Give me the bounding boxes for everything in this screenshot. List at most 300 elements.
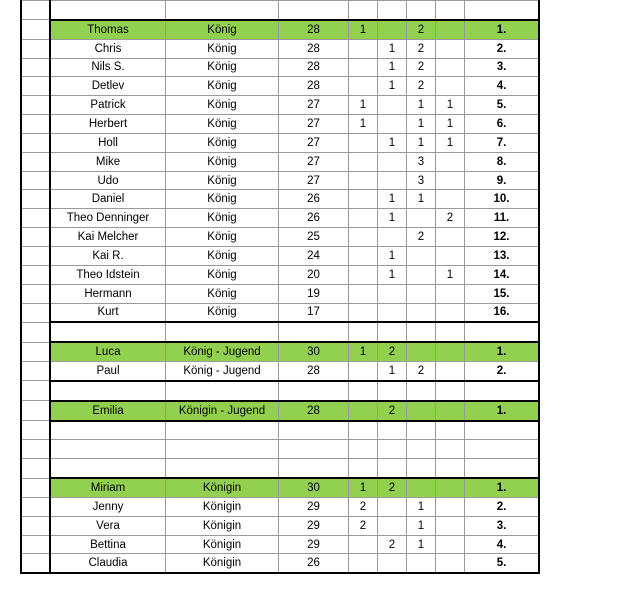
count-d-cell [436, 322, 465, 342]
name-cell: Herbert [50, 115, 166, 134]
row-spacer-cell [21, 228, 50, 247]
count-b-cell [378, 322, 407, 342]
class-cell: König [166, 20, 279, 39]
row-spacer-cell [21, 554, 50, 573]
name-cell: Emilia [50, 401, 166, 421]
row-spacer-cell [21, 497, 50, 516]
points-cell: 28 [279, 58, 349, 77]
count-d-cell: 1 [436, 265, 465, 284]
count-b-cell: 1 [378, 133, 407, 152]
table-row [21, 284, 539, 303]
table-row [21, 171, 539, 190]
rank-cell: 10. [465, 190, 540, 209]
count-b-cell: 1 [378, 39, 407, 58]
name-cell: Jenny [50, 497, 166, 516]
points-cell: 19 [279, 284, 349, 303]
name-cell: Holl [50, 133, 166, 152]
count-b-cell [378, 171, 407, 190]
count-a-cell [349, 401, 378, 421]
table-row [21, 265, 539, 284]
class-cell: König [166, 39, 279, 58]
points-cell [279, 459, 349, 478]
table-row [21, 342, 539, 361]
count-b-cell [378, 497, 407, 516]
count-c-cell: 1 [407, 516, 436, 535]
class-cell: König [166, 246, 279, 265]
count-a-cell [349, 362, 378, 381]
rank-cell [465, 440, 540, 459]
count-a-cell: 1 [349, 20, 378, 39]
count-c-cell [407, 381, 436, 401]
points-cell: 17 [279, 303, 349, 322]
count-c-cell [407, 1, 436, 20]
rank-cell [465, 421, 540, 440]
name-cell: Patrick [50, 96, 166, 115]
count-c-cell: 1 [407, 115, 436, 134]
table-row [21, 133, 539, 152]
name-cell [50, 322, 166, 342]
rank-cell: 4. [465, 77, 540, 96]
count-a-cell [349, 440, 378, 459]
count-a-cell [349, 190, 378, 209]
class-cell: Königin [166, 554, 279, 573]
count-a-cell [349, 421, 378, 440]
count-b-cell: 1 [378, 77, 407, 96]
count-b-cell [378, 421, 407, 440]
table-row [21, 58, 539, 77]
table-row [21, 228, 539, 247]
rank-cell: 3. [465, 58, 540, 77]
table-row [21, 152, 539, 171]
rank-cell: 2. [465, 497, 540, 516]
count-d-cell [436, 303, 465, 322]
count-c-cell [407, 440, 436, 459]
class-cell: König [166, 284, 279, 303]
row-spacer-cell [21, 190, 50, 209]
name-cell: Vera [50, 516, 166, 535]
count-d-cell [436, 381, 465, 401]
count-b-cell [378, 303, 407, 322]
table-row [21, 478, 539, 497]
count-c-cell: 3 [407, 171, 436, 190]
count-d-cell [436, 401, 465, 421]
row-spacer-cell [21, 284, 50, 303]
count-c-cell: 2 [407, 77, 436, 96]
rank-cell: 4. [465, 535, 540, 554]
points-cell [279, 1, 349, 20]
row-spacer-cell [21, 401, 50, 421]
count-a-cell [349, 1, 378, 20]
name-cell: Luca [50, 342, 166, 361]
count-d-cell [436, 20, 465, 39]
name-cell: Thomas [50, 20, 166, 39]
rank-cell: 12. [465, 228, 540, 247]
rank-cell [465, 322, 540, 342]
rank-cell [465, 1, 540, 20]
count-a-cell [349, 228, 378, 247]
count-a-cell [349, 77, 378, 96]
count-d-cell [436, 421, 465, 440]
count-b-cell [378, 516, 407, 535]
count-c-cell [407, 246, 436, 265]
count-d-cell [436, 39, 465, 58]
count-c-cell: 2 [407, 39, 436, 58]
count-b-cell [378, 284, 407, 303]
count-d-cell [436, 77, 465, 96]
points-cell: 26 [279, 554, 349, 573]
rank-cell [465, 381, 540, 401]
count-d-cell: 1 [436, 96, 465, 115]
count-d-cell [436, 342, 465, 361]
points-cell: 29 [279, 497, 349, 516]
count-a-cell: 2 [349, 516, 378, 535]
points-cell: 29 [279, 516, 349, 535]
count-c-cell: 1 [407, 133, 436, 152]
class-cell: König [166, 228, 279, 247]
count-c-cell [407, 303, 436, 322]
row-spacer-cell [21, 322, 50, 342]
count-c-cell: 1 [407, 190, 436, 209]
name-cell: Nils S. [50, 58, 166, 77]
points-cell: 27 [279, 133, 349, 152]
count-c-cell [407, 459, 436, 478]
count-a-cell [349, 246, 378, 265]
count-b-cell: 2 [378, 401, 407, 421]
name-cell: Kai R. [50, 246, 166, 265]
rank-cell: 8. [465, 152, 540, 171]
row-spacer-cell [21, 246, 50, 265]
count-d-cell [436, 152, 465, 171]
row-spacer-cell [21, 478, 50, 497]
count-c-cell [407, 401, 436, 421]
rank-cell: 7. [465, 133, 540, 152]
row-spacer-cell [21, 421, 50, 440]
blank-row [21, 421, 539, 440]
row-spacer-cell [21, 152, 50, 171]
count-a-cell [349, 152, 378, 171]
table-row [21, 362, 539, 381]
class-cell: König [166, 133, 279, 152]
count-a-cell [349, 209, 378, 228]
name-cell: Theo Idstein [50, 265, 166, 284]
rank-cell: 1. [465, 342, 540, 361]
count-a-cell: 1 [349, 115, 378, 134]
rank-cell: 13. [465, 246, 540, 265]
points-cell: 26 [279, 209, 349, 228]
count-c-cell [407, 421, 436, 440]
points-cell: 28 [279, 401, 349, 421]
count-a-cell [349, 133, 378, 152]
table-row [21, 115, 539, 134]
blank-row [21, 322, 539, 342]
count-b-cell [378, 228, 407, 247]
count-b-cell: 2 [378, 535, 407, 554]
rank-cell: 5. [465, 96, 540, 115]
name-cell: Chris [50, 39, 166, 58]
class-cell: König [166, 171, 279, 190]
class-cell: König [166, 152, 279, 171]
count-b-cell: 1 [378, 209, 407, 228]
name-cell: Kurt [50, 303, 166, 322]
table-row [21, 190, 539, 209]
count-a-cell [349, 171, 378, 190]
count-a-cell [349, 284, 378, 303]
row-spacer-cell [21, 133, 50, 152]
count-b-cell: 1 [378, 58, 407, 77]
class-cell [166, 322, 279, 342]
count-b-cell [378, 20, 407, 39]
count-a-cell [349, 39, 378, 58]
points-cell: 27 [279, 96, 349, 115]
points-cell: 29 [279, 535, 349, 554]
count-a-cell: 2 [349, 497, 378, 516]
table-row [21, 554, 539, 573]
class-cell: König [166, 115, 279, 134]
points-cell: 28 [279, 362, 349, 381]
row-spacer-cell [21, 459, 50, 478]
row-spacer-cell [21, 1, 50, 20]
name-cell [50, 440, 166, 459]
spreadsheet [20, 0, 540, 574]
count-b-cell [378, 381, 407, 401]
count-d-cell: 2 [436, 209, 465, 228]
count-d-cell [436, 58, 465, 77]
table-row [21, 96, 539, 115]
points-cell: 26 [279, 190, 349, 209]
count-c-cell: 1 [407, 96, 436, 115]
count-a-cell [349, 381, 378, 401]
class-cell: Königin [166, 516, 279, 535]
rank-cell [465, 459, 540, 478]
rank-cell: 11. [465, 209, 540, 228]
count-a-cell [349, 459, 378, 478]
row-spacer-cell [21, 516, 50, 535]
count-b-cell [378, 115, 407, 134]
count-c-cell: 2 [407, 58, 436, 77]
count-b-cell [378, 440, 407, 459]
name-cell: Mike [50, 152, 166, 171]
rank-cell: 5. [465, 554, 540, 573]
table-row [21, 535, 539, 554]
rank-cell: 9. [465, 171, 540, 190]
row-spacer-cell [21, 58, 50, 77]
count-d-cell [436, 497, 465, 516]
count-a-cell [349, 322, 378, 342]
points-cell [279, 440, 349, 459]
name-cell [50, 381, 166, 401]
count-c-cell [407, 478, 436, 497]
table-row [21, 303, 539, 322]
name-cell [50, 459, 166, 478]
points-cell [279, 322, 349, 342]
count-d-cell [436, 478, 465, 497]
rank-cell: 1. [465, 20, 540, 39]
rank-cell: 3. [465, 516, 540, 535]
points-cell: 30 [279, 342, 349, 361]
count-d-cell [436, 554, 465, 573]
name-cell [50, 1, 166, 20]
count-c-cell [407, 322, 436, 342]
rank-cell: 2. [465, 39, 540, 58]
count-c-cell: 2 [407, 228, 436, 247]
table-row [21, 20, 539, 39]
name-cell: Kai Melcher [50, 228, 166, 247]
row-spacer-cell [21, 342, 50, 361]
count-b-cell: 1 [378, 265, 407, 284]
count-a-cell: 1 [349, 96, 378, 115]
table-row [21, 401, 539, 421]
class-cell: König - Jugend [166, 362, 279, 381]
count-b-cell [378, 96, 407, 115]
count-b-cell [378, 554, 407, 573]
count-d-cell [436, 362, 465, 381]
count-c-cell: 1 [407, 497, 436, 516]
points-cell: 28 [279, 39, 349, 58]
count-d-cell [436, 1, 465, 20]
table-row [21, 246, 539, 265]
name-cell: Bettina [50, 535, 166, 554]
class-cell [166, 421, 279, 440]
count-d-cell [436, 284, 465, 303]
count-a-cell [349, 303, 378, 322]
count-c-cell [407, 284, 436, 303]
count-c-cell [407, 265, 436, 284]
count-d-cell [436, 246, 465, 265]
count-d-cell [436, 228, 465, 247]
points-cell: 27 [279, 152, 349, 171]
class-cell: Königin [166, 478, 279, 497]
count-b-cell: 2 [378, 478, 407, 497]
count-c-cell: 3 [407, 152, 436, 171]
row-spacer-cell [21, 381, 50, 401]
name-cell: Daniel [50, 190, 166, 209]
class-cell: Königin - Jugend [166, 401, 279, 421]
count-d-cell [436, 516, 465, 535]
class-cell: Königin [166, 535, 279, 554]
name-cell: Hermann [50, 284, 166, 303]
rank-cell: 16. [465, 303, 540, 322]
row-spacer-cell [21, 440, 50, 459]
row-spacer-cell [21, 303, 50, 322]
rank-cell: 14. [465, 265, 540, 284]
count-b-cell [378, 459, 407, 478]
count-d-cell [436, 190, 465, 209]
points-cell: 27 [279, 115, 349, 134]
blank-row [21, 440, 539, 459]
count-c-cell [407, 209, 436, 228]
class-cell: König [166, 209, 279, 228]
name-cell: Detlev [50, 77, 166, 96]
count-d-cell [436, 459, 465, 478]
count-b-cell: 1 [378, 362, 407, 381]
blank-row [21, 1, 539, 20]
count-a-cell: 1 [349, 342, 378, 361]
name-cell: Claudia [50, 554, 166, 573]
count-d-cell [436, 535, 465, 554]
points-cell: 28 [279, 20, 349, 39]
results-table [20, 0, 540, 574]
name-cell: Udo [50, 171, 166, 190]
count-c-cell: 1 [407, 535, 436, 554]
class-cell: König [166, 303, 279, 322]
points-cell [279, 421, 349, 440]
row-spacer-cell [21, 535, 50, 554]
name-cell: Paul [50, 362, 166, 381]
points-cell: 24 [279, 246, 349, 265]
class-cell: König [166, 58, 279, 77]
table-row [21, 77, 539, 96]
points-cell [279, 381, 349, 401]
blank-row [21, 459, 539, 478]
rank-cell: 1. [465, 401, 540, 421]
table-row [21, 497, 539, 516]
row-spacer-cell [21, 77, 50, 96]
table-row [21, 516, 539, 535]
count-a-cell: 1 [349, 478, 378, 497]
class-cell [166, 459, 279, 478]
table-row [21, 39, 539, 58]
class-cell: König [166, 96, 279, 115]
blank-row [21, 381, 539, 401]
count-d-cell [436, 440, 465, 459]
count-a-cell [349, 58, 378, 77]
count-c-cell [407, 554, 436, 573]
count-d-cell [436, 171, 465, 190]
count-a-cell [349, 265, 378, 284]
rank-cell: 1. [465, 478, 540, 497]
count-b-cell: 1 [378, 190, 407, 209]
count-b-cell [378, 1, 407, 20]
count-c-cell: 2 [407, 362, 436, 381]
class-cell [166, 1, 279, 20]
count-a-cell [349, 535, 378, 554]
table-row [21, 209, 539, 228]
class-cell: König [166, 265, 279, 284]
row-spacer-cell [21, 265, 50, 284]
count-b-cell: 2 [378, 342, 407, 361]
class-cell [166, 381, 279, 401]
count-d-cell: 1 [436, 115, 465, 134]
class-cell: Königin [166, 497, 279, 516]
rank-cell: 6. [465, 115, 540, 134]
class-cell [166, 440, 279, 459]
points-cell: 20 [279, 265, 349, 284]
count-b-cell: 1 [378, 246, 407, 265]
count-c-cell [407, 342, 436, 361]
count-c-cell: 2 [407, 20, 436, 39]
row-spacer-cell [21, 362, 50, 381]
class-cell: König - Jugend [166, 342, 279, 361]
row-spacer-cell [21, 209, 50, 228]
class-cell: König [166, 77, 279, 96]
rank-cell: 15. [465, 284, 540, 303]
row-spacer-cell [21, 171, 50, 190]
row-spacer-cell [21, 20, 50, 39]
points-cell: 25 [279, 228, 349, 247]
count-b-cell [378, 152, 407, 171]
count-a-cell [349, 554, 378, 573]
row-spacer-cell [21, 39, 50, 58]
name-cell [50, 421, 166, 440]
points-cell: 27 [279, 171, 349, 190]
row-spacer-cell [21, 96, 50, 115]
results-table-body [21, 1, 539, 574]
row-spacer-cell [21, 115, 50, 134]
rank-cell: 2. [465, 362, 540, 381]
points-cell: 28 [279, 77, 349, 96]
count-d-cell: 1 [436, 133, 465, 152]
name-cell: Theo Denninger [50, 209, 166, 228]
